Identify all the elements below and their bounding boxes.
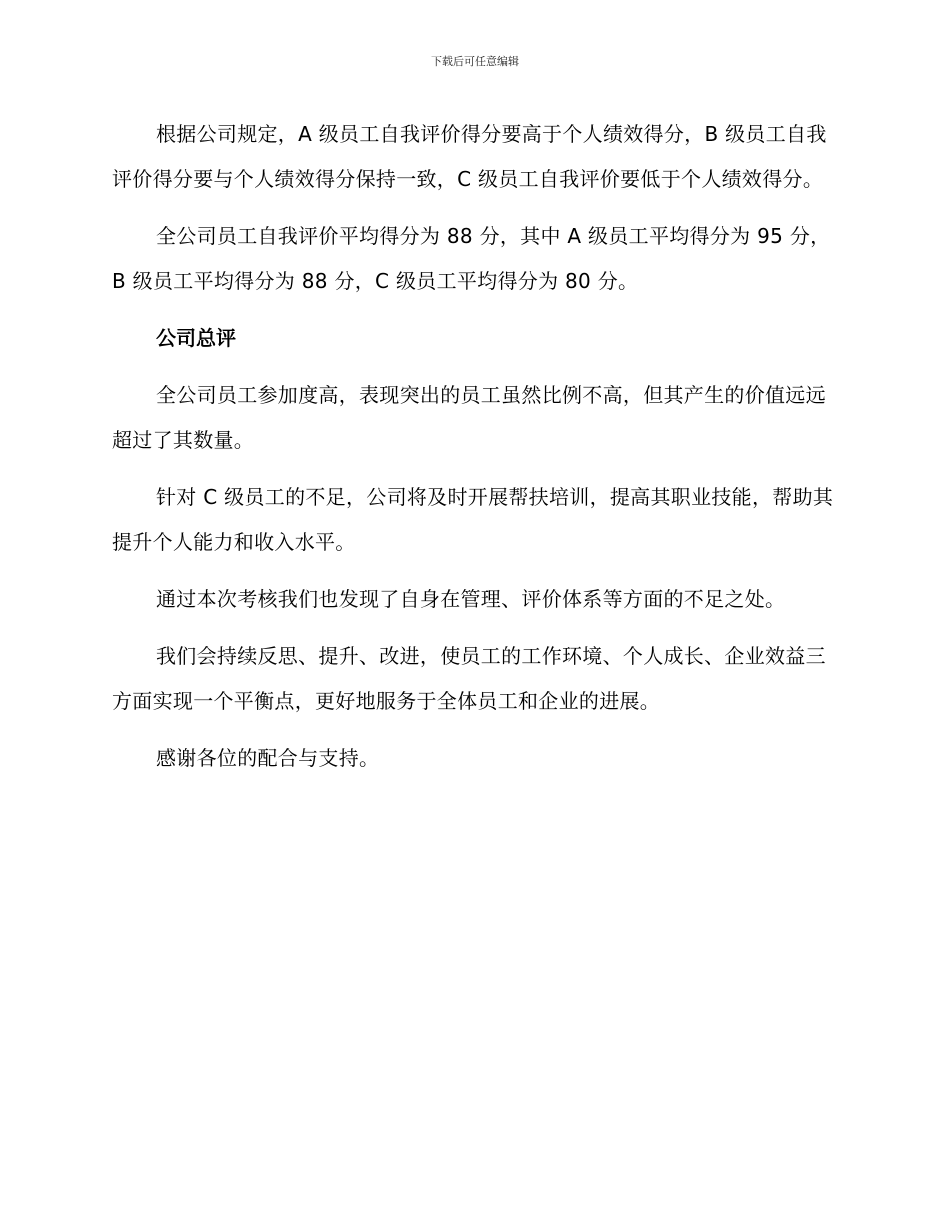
paragraph-improvement: 我们会持续反思、提升、改进，使员工的工作环境、个人成长、企业效益三方面实现一个平衡点，更好地服务于全体员工和企业的进展。 — [112, 644, 826, 713]
paragraph-shortcomings: 通过本次考核我们也发现了自身在管理、评价体系等方面的不足之处。 — [156, 587, 786, 611]
paragraph-average-scores: 全公司员工自我评价平均得分为 88 分，其中 A 级员工平均得分为 95 分，B 级员工平均得分为 88 分，C 级员工平均得分为 80 分。 — [112, 224, 831, 293]
paragraph-grade-rules: 根据公司规定，A 级员工自我评价得分要高于个人绩效得分，B 级员工自我评价得分要与个人绩效得分保持一致，C 级员工自我评价要低于个人绩效得分。 — [112, 122, 827, 191]
paragraph-participation: 全公司员工参加度高，表现突出的员工虽然比例不高，但其产生的价值远远超过了其数量。 — [112, 383, 826, 452]
header-note: 下载后可任意编辑 — [431, 55, 519, 68]
section-heading: 公司总评 — [156, 326, 236, 350]
paragraph-thanks: 感谢各位的配合与支持。 — [156, 746, 380, 770]
paragraph-training: 针对 C 级员工的不足，公司将及时开展帮扶培训，提高其职业技能，帮助其提升个人能力和收入水平。 — [112, 485, 834, 554]
document-body — [112, 112, 836, 793]
